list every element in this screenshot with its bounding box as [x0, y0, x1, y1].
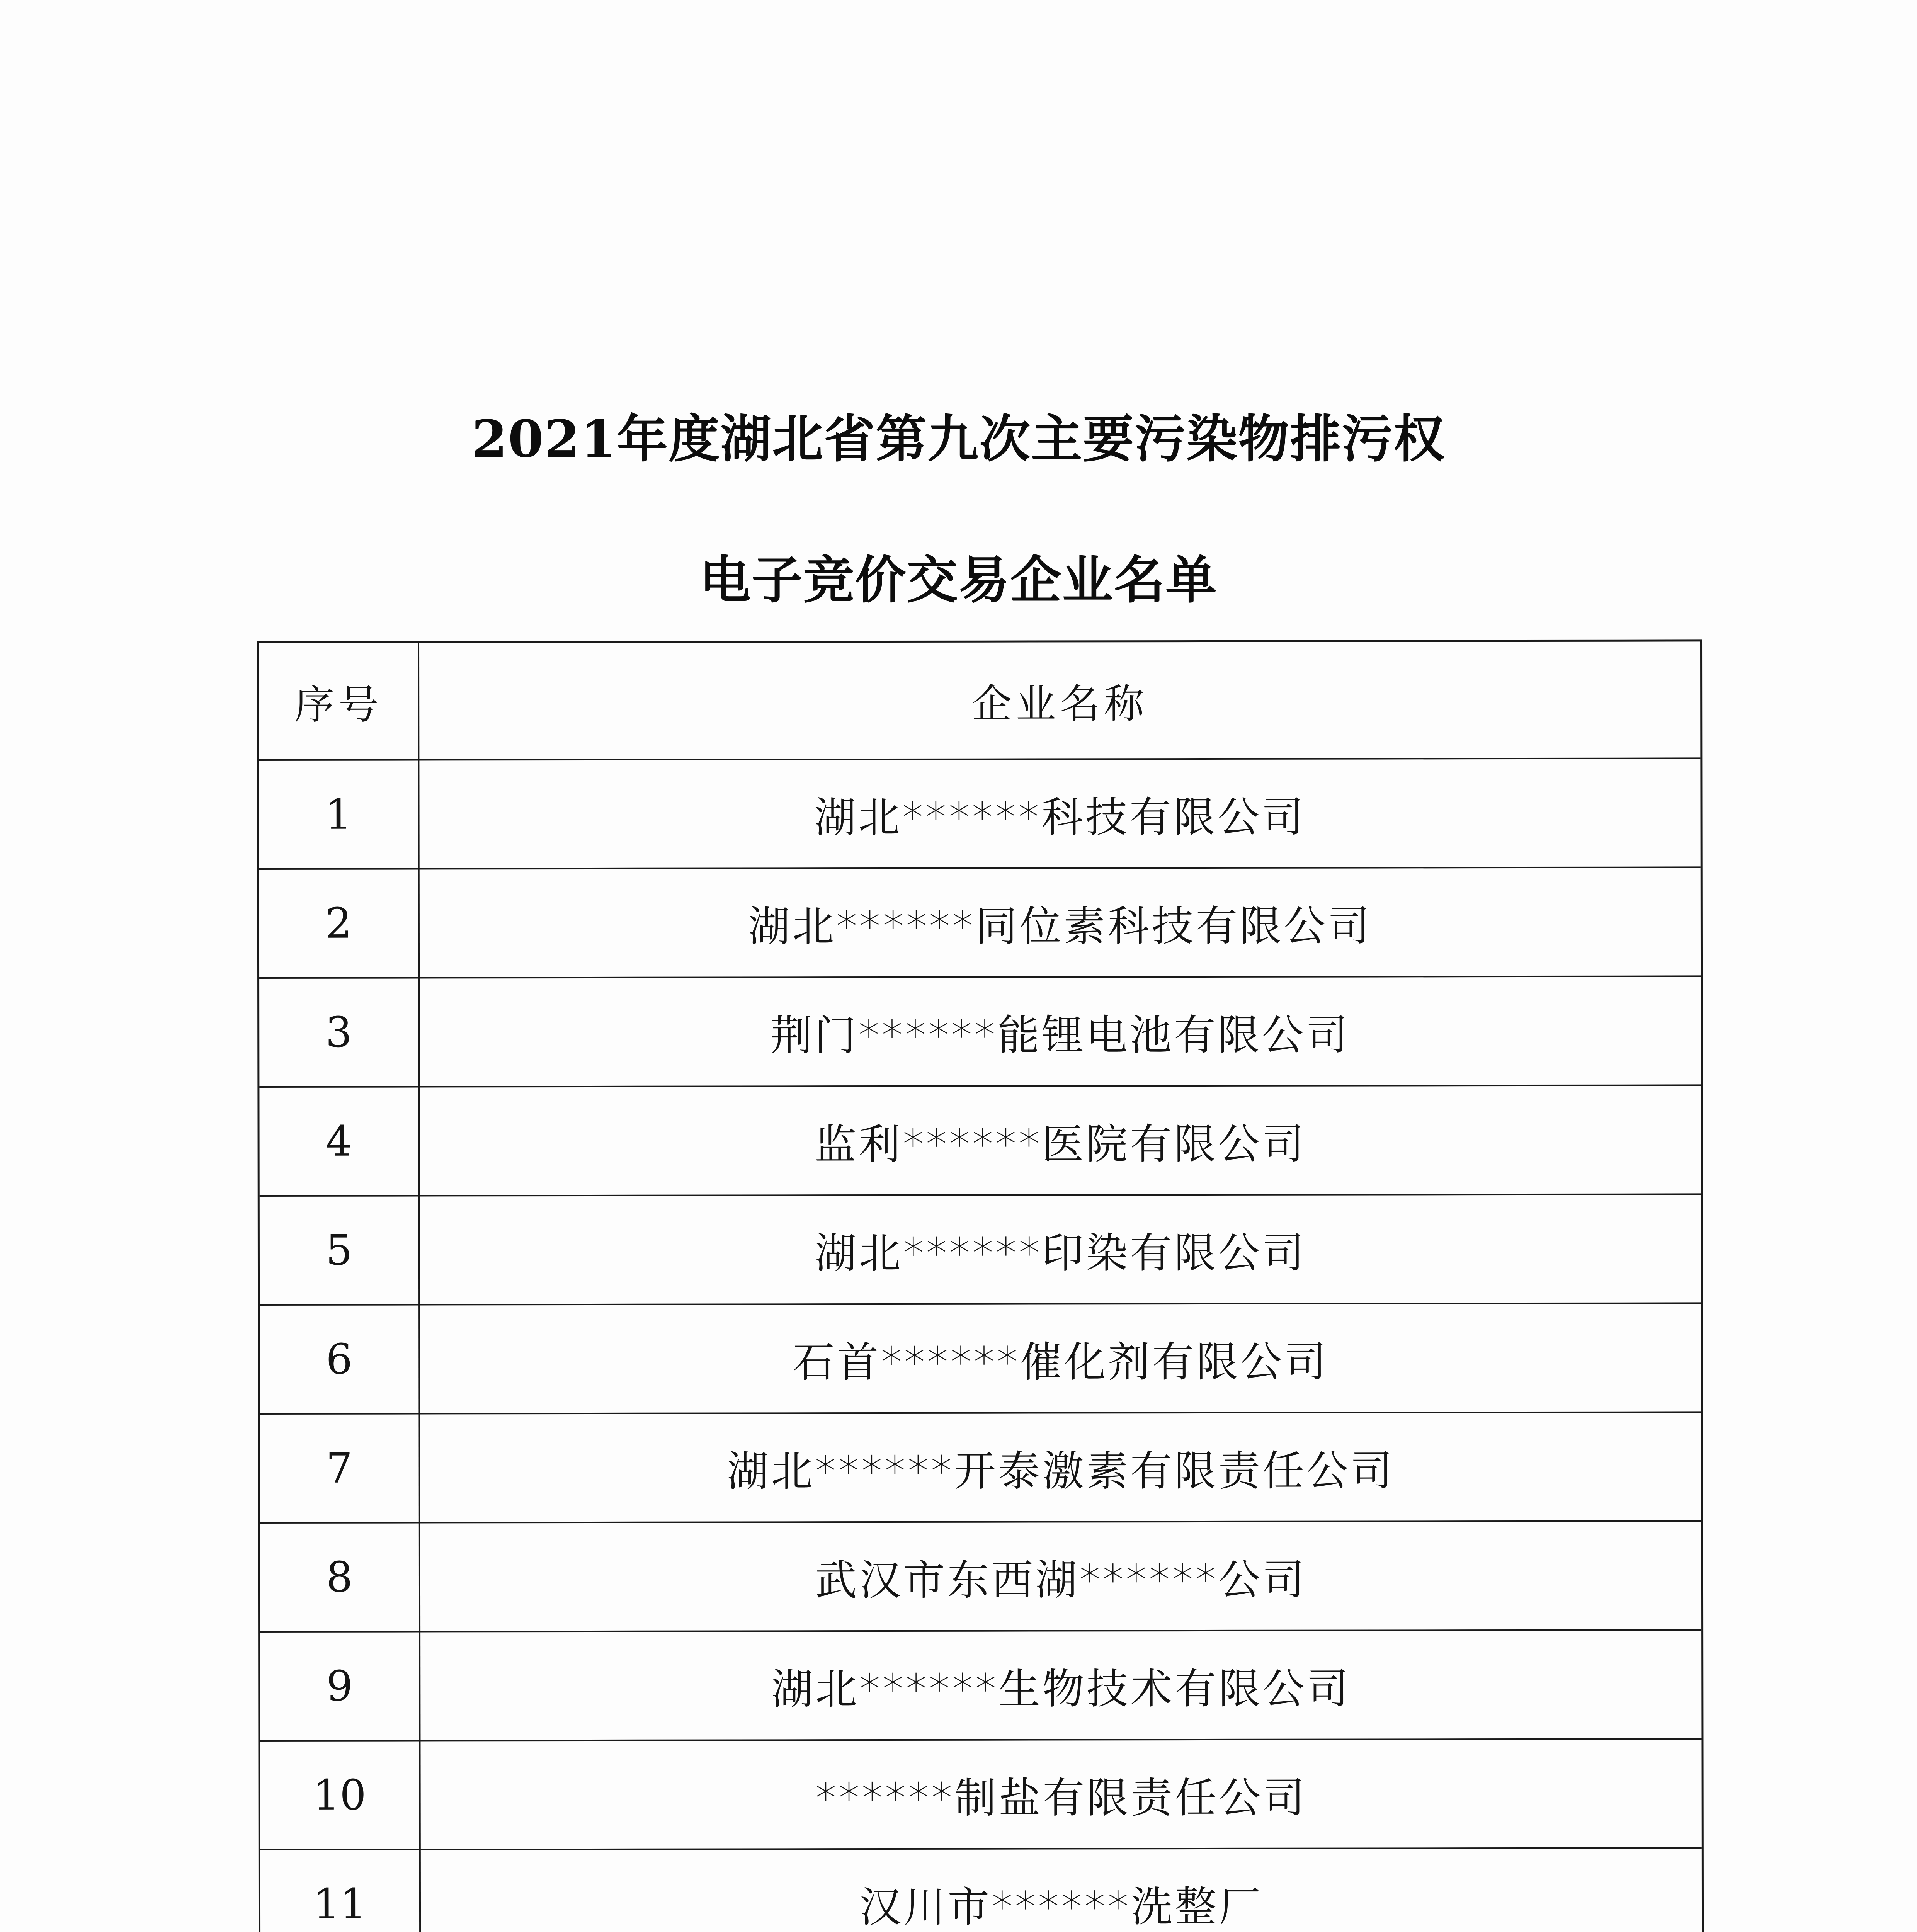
table-row: [259, 757, 1700, 868]
table-row: [260, 1193, 1701, 1304]
row-company-name: 荆门******能锂电池有限公司: [770, 1011, 1350, 1060]
row-serial-number: 10: [260, 1741, 420, 1849]
company-list-table: [257, 639, 1704, 1932]
row-company-name: 湖北******印染有限公司: [815, 1229, 1306, 1278]
table-row: [260, 1738, 1701, 1849]
row-serial-number: 6: [260, 1305, 420, 1413]
table-row: [259, 975, 1701, 1086]
row-company-name: 石首******催化剂有限公司: [793, 1338, 1328, 1387]
table-row: [260, 1411, 1701, 1522]
table-row: [260, 1629, 1701, 1740]
row-serial-number: 11: [260, 1850, 421, 1932]
row-company-name: 湖北******生物技术有限公司: [771, 1665, 1351, 1714]
table-header-row: [259, 641, 1700, 759]
row-serial-number: 4: [259, 1087, 420, 1195]
table-row: [260, 1302, 1701, 1413]
header-company-name: 企业名称: [971, 680, 1148, 728]
document-title-line2: 电子竞价交易企业名单: [699, 550, 1218, 610]
row-company-name: ******制盐有限责任公司: [815, 1774, 1307, 1823]
table-row: [260, 1520, 1701, 1631]
row-serial-number: 8: [260, 1523, 420, 1631]
row-company-name: 湖北******同位素科技有限公司: [748, 901, 1372, 951]
row-serial-number: 7: [260, 1414, 420, 1522]
document-title-line1: 2021年度湖北省第九次主要污染物排污权: [471, 409, 1446, 469]
row-company-name: 武汉市东西湖******公司: [815, 1556, 1307, 1605]
table-row: [260, 1847, 1702, 1932]
row-company-name: 汉川市******洗整厂: [859, 1883, 1263, 1932]
row-serial-number: 9: [260, 1632, 420, 1740]
table-row: [259, 1084, 1701, 1195]
header-serial-number: 序号: [259, 643, 419, 759]
row-serial-number: 1: [259, 760, 419, 868]
row-serial-number: 5: [260, 1196, 420, 1304]
row-serial-number: 3: [259, 978, 420, 1086]
row-serial-number: 2: [259, 869, 420, 977]
row-company-name: 监利******医院有限公司: [815, 1120, 1306, 1169]
table-row: [259, 866, 1701, 977]
row-company-name: 湖北******科技有限公司: [814, 793, 1306, 842]
row-company-name: 湖北******开泰激素有限责任公司: [727, 1446, 1395, 1496]
